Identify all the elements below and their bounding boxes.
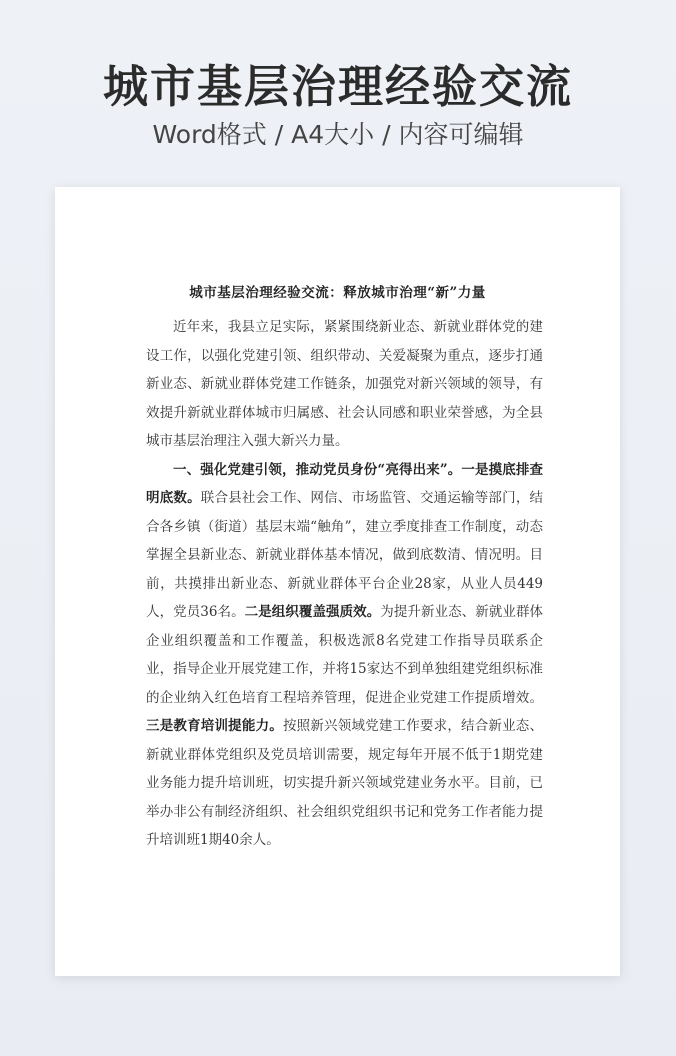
point-text: 为提升新业态、新就业群体企业组织覆盖和工作覆盖，积极选派8名党建工作指导员联系企业，指导企业开展党建工作，并将15家达不到单独组建党组织标准的企业纳入红色培育工程培养管理，促进企业党建工作提质增效。 [146,604,544,706]
point-title: 一是摸底排查明底数。 [146,461,544,506]
intro-paragraph: 近年来，我县立足实际，紧紧围绕新业态、新就业群体党的建设工作，以强化党建引领、组织带动、关爱凝聚为重点，逐步打通新业态、新就业群体党建工作链条，加强党对新兴领域的领导，有效提升新就业群体城市归属感、社会认同感和职业荣誉感，为全县城市基层治理注入强大新兴力量。 [146,319,543,449]
page-subtitle: Word格式 / A4大小 / 内容可编辑 [152,120,524,149]
section-heading: 一、强化党建引领，推动党员身份“亮得出来”。 [173,461,462,478]
page-title: 城市基层治理经验交流 [102,60,573,113]
point-text: 联合县社会工作、网信、市场监管、交通运输等部门，结合各乡镇（街道）基层末端“触角”，建立季度排查工作制度，动态掌握全县新业态、新就业群体基本情况，做到底数清、情况明。目前，共摸排出新业态、新就业群体平台企业28家，从业人员449人，党员36名。 [146,490,544,620]
document-title: 城市基层治理经验交流：释放城市治理“新”力量 [189,285,486,301]
section-paragraph [146,456,543,855]
hero-banner [0,0,676,180]
point-title: 三是教育培训提能力。 [146,718,283,734]
document-body [146,313,543,855]
point-text: 按照新兴领域党建工作要求，结合新业态、新就业群体党组织及党员培训需要，规定每年开展不低于1期党建业务能力提升培训班，切实提升新兴领域党建业务水平。目前，已举办非公有制经济组织、社会组织党组织书记和党务工作者能力提升培训班1期40余人。 [146,718,544,848]
point-title: 二是组织覆盖强质效。 [244,604,381,620]
document-page [55,187,620,976]
